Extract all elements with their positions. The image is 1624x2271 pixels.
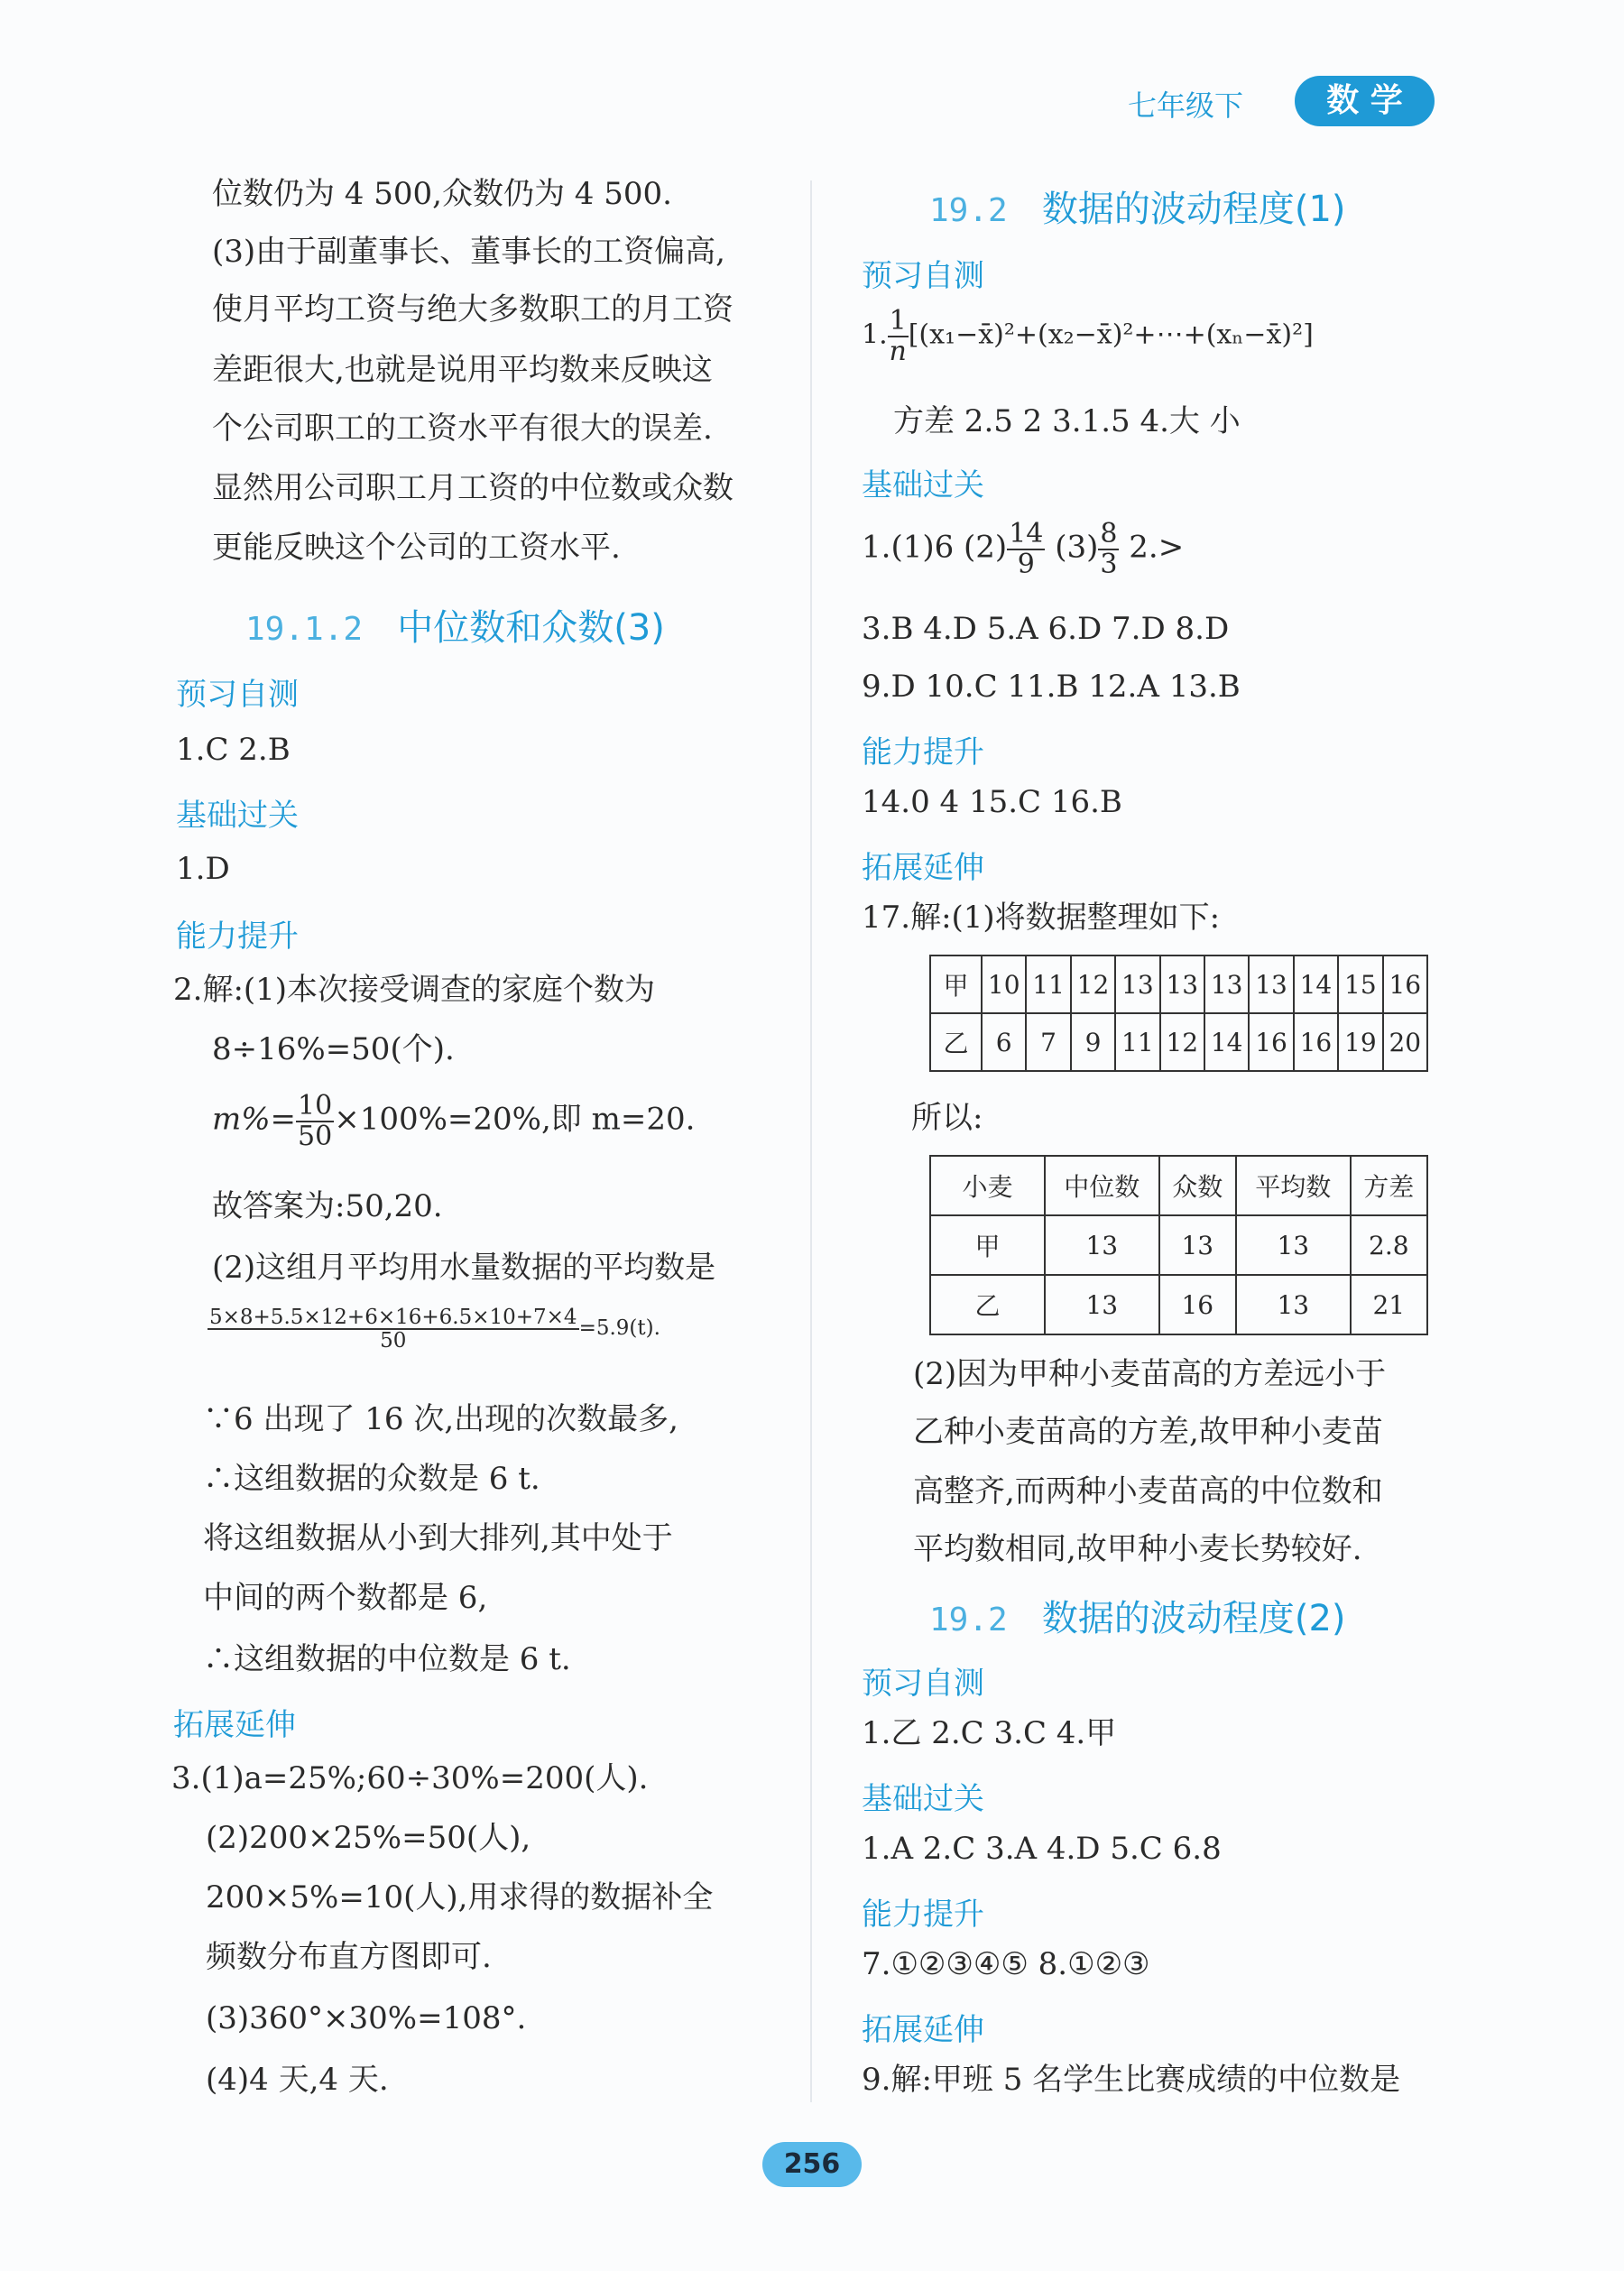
table-cell: 13 [1115, 955, 1159, 1013]
text-line: (4)4 天,4 天. [206, 2062, 389, 2098]
table-cell: 9 [1071, 1013, 1115, 1071]
table-row [930, 1215, 1427, 1275]
text-line: 位数仍为 4 500,众数仍为 4 500. [212, 176, 672, 212]
text-line: 9.解:甲班 5 名学生比赛成绩的中位数是 [862, 2062, 1401, 2098]
table-cell: 14 [1294, 955, 1338, 1013]
table-cell: 7 [1026, 1013, 1070, 1071]
text-line: ∵6 出现了 16 次,出现的次数最多, [203, 1401, 678, 1437]
heading-preview: 预习自测 [862, 258, 984, 294]
text-line: (2)200×25%=50(人), [206, 1820, 531, 1856]
table-cell: 13 [1236, 1215, 1351, 1275]
table-cell: 10 [982, 955, 1026, 1013]
answer-line: 7.①②③④⑤ 8.①②③ [862, 1946, 1150, 1982]
text-line: 2.解:(1)本次接受调查的家庭个数为 [173, 972, 656, 1008]
table-cell: 16 [1383, 955, 1427, 1013]
section-title: 19.2 数据的波动程度(2) [929, 1598, 1346, 1639]
fraction: $\frac{8}{3}$ [1100, 518, 1118, 580]
formula-variance: 1. $\frac{1}{n}$ [(x₁−x̄)²+(x₂−x̄)²+⋯+(xₙ−x̄)²] [862, 305, 1314, 367]
table-cell: 乙 [930, 1275, 1045, 1334]
formula-mean: $\frac{5\times 8+5.5\times 12+6\times 16+6.5\times 10+7\times 4}{50}$ =5.9(t). [209, 1306, 660, 1353]
text-line: 3.(1)a=25%;60÷30%=200(人). [171, 1760, 649, 1796]
heading-extend: 拓展延伸 [862, 2012, 984, 2048]
answer-line: 9.D 10.C 11.B 12.A 13.B [862, 669, 1241, 705]
heading-extend: 拓展延伸 [173, 1707, 296, 1743]
table-cell: 13 [1045, 1215, 1159, 1275]
text-line: 中间的两个数都是 6, [203, 1580, 488, 1616]
text-line: (2)这组月平均用水量数据的平均数是 [212, 1250, 716, 1286]
heading-ability: 能力提升 [176, 919, 299, 955]
table-header-cell: 平均数 [1236, 1156, 1351, 1215]
text-line: 将这组数据从小到大排列,其中处于 [203, 1520, 673, 1556]
grade-label: 七年级下 [1128, 88, 1244, 123]
text-line: (3)由于副董事长、董事长的工资偏高, [212, 234, 725, 270]
text-line: ∴这组数据的中位数是 6 t. [203, 1641, 571, 1677]
heading-ability: 能力提升 [862, 734, 984, 771]
answer-line: 1.乙 2.C 3.C 4.甲 [862, 1715, 1117, 1751]
stats-table [929, 1155, 1428, 1335]
text-line: 频数分布直方图即可. [206, 1939, 492, 1975]
table-cell: 6 [982, 1013, 1026, 1071]
table-cell: 21 [1351, 1275, 1427, 1334]
data-table [929, 955, 1428, 1072]
table-row [930, 1275, 1427, 1334]
section-title: 19.1.2 中位数和众数(3) [245, 607, 665, 649]
text-line: 更能反映这个公司的工资水平. [212, 530, 621, 566]
table-cell: 13 [1249, 955, 1293, 1013]
table-cell: 2.8 [1351, 1215, 1427, 1275]
column-divider [810, 180, 812, 2102]
heading-ability: 能力提升 [862, 1897, 984, 1933]
text-line: 差距很大,也就是说用平均数来反映这 [212, 352, 713, 388]
table-cell: 13 [1159, 1215, 1236, 1275]
table-header-row [930, 1156, 1427, 1215]
table-header-cell: 方差 [1351, 1156, 1427, 1215]
table-cell: 乙 [930, 1013, 982, 1071]
text-line: 8÷16%=50(个). [212, 1031, 455, 1067]
table-row [930, 955, 1427, 1013]
answer-line: 1.D [176, 851, 230, 887]
text-line: (3)360°×30%=108°. [206, 2000, 527, 2036]
fraction: $\frac{14}{9}$ [1009, 518, 1044, 580]
table-cell: 20 [1383, 1013, 1427, 1071]
text-line: ∴这组数据的众数是 6 t. [203, 1461, 540, 1497]
table-cell: 19 [1338, 1013, 1382, 1071]
answer-line: 1.(1)6 (2) $\frac{14}{9}$ (3) $\frac{8}{3}$ 2.> [862, 518, 1185, 580]
page-number: 256 [762, 2142, 862, 2187]
heading-preview: 预习自测 [862, 1666, 984, 1702]
answer-line: 1.A 2.C 3.A 4.D 5.C 6.8 [862, 1831, 1222, 1867]
text-line: 显然用公司职工月工资的中位数或众数 [212, 470, 734, 506]
table-cell: 14 [1204, 1013, 1249, 1071]
answer-line: 1.C 2.B [176, 732, 291, 768]
table-cell: 16 [1249, 1013, 1293, 1071]
table-cell: 13 [1236, 1275, 1351, 1334]
table-cell: 13 [1160, 955, 1204, 1013]
table-cell: 15 [1338, 955, 1382, 1013]
heading-basic: 基础过关 [862, 1781, 984, 1817]
text-line: 个公司职工的工资水平有很大的误差. [212, 411, 713, 447]
table-cell: 16 [1294, 1013, 1338, 1071]
heading-basic: 基础过关 [176, 798, 299, 834]
heading-preview: 预习自测 [176, 677, 299, 713]
text-line: 使月平均工资与绝大多数职工的月工资 [212, 291, 734, 328]
fraction: $\frac{10}{50}$ [298, 1090, 333, 1152]
text-line: 17.解:(1)将数据整理如下: [862, 900, 1221, 936]
text-line: 高整齐,而两种小麦苗高的中位数和 [913, 1473, 1383, 1509]
table-cell: 12 [1160, 1013, 1204, 1071]
table-cell: 甲 [930, 955, 982, 1013]
text-line: 200×5%=10(人),用求得的数据补全 [206, 1879, 714, 1916]
table-row [930, 1013, 1427, 1071]
subject-badge: 数 学 [1295, 76, 1435, 126]
heading-extend: 拓展延伸 [862, 850, 984, 886]
table-cell: 13 [1204, 955, 1249, 1013]
text-line: 所以: [911, 1100, 983, 1136]
table-cell: 11 [1115, 1013, 1159, 1071]
text-line: 故答案为:50,20. [212, 1188, 443, 1224]
formula-m: m%= $\frac{10}{50}$ ×100%=20%,即 m=20. [212, 1090, 696, 1152]
answer-line: 方差 2.5 2 3.1.5 4.大 小 [893, 403, 1241, 439]
table-cell: 甲 [930, 1215, 1045, 1275]
answer-line: 3.B 4.D 5.A 6.D 7.D 8.D [862, 611, 1230, 647]
section-title: 19.2 数据的波动程度(1) [929, 189, 1346, 230]
fraction: $\frac{1}{n}$ [889, 305, 907, 367]
table-header-cell: 小麦 [930, 1156, 1045, 1215]
text-line: (2)因为甲种小麦苗高的方差远小于 [913, 1356, 1387, 1392]
fraction: $\frac{5\times 8+5.5\times 12+6\times 16+6.5\times 10+7\times 4}{50}$ [209, 1306, 577, 1353]
answer-line: 14.0 4 15.C 16.B [862, 784, 1122, 820]
table-header-cell: 中位数 [1045, 1156, 1159, 1215]
text-line: 乙种小麦苗高的方差,故甲种小麦苗 [913, 1414, 1383, 1450]
table-cell: 16 [1159, 1275, 1236, 1334]
text-line: 平均数相同,故甲种小麦长势较好. [913, 1531, 1362, 1567]
table-header-cell: 众数 [1159, 1156, 1236, 1215]
table-cell: 13 [1045, 1275, 1159, 1334]
table-cell: 11 [1026, 955, 1070, 1013]
heading-basic: 基础过关 [862, 467, 984, 503]
table-cell: 12 [1071, 955, 1115, 1013]
